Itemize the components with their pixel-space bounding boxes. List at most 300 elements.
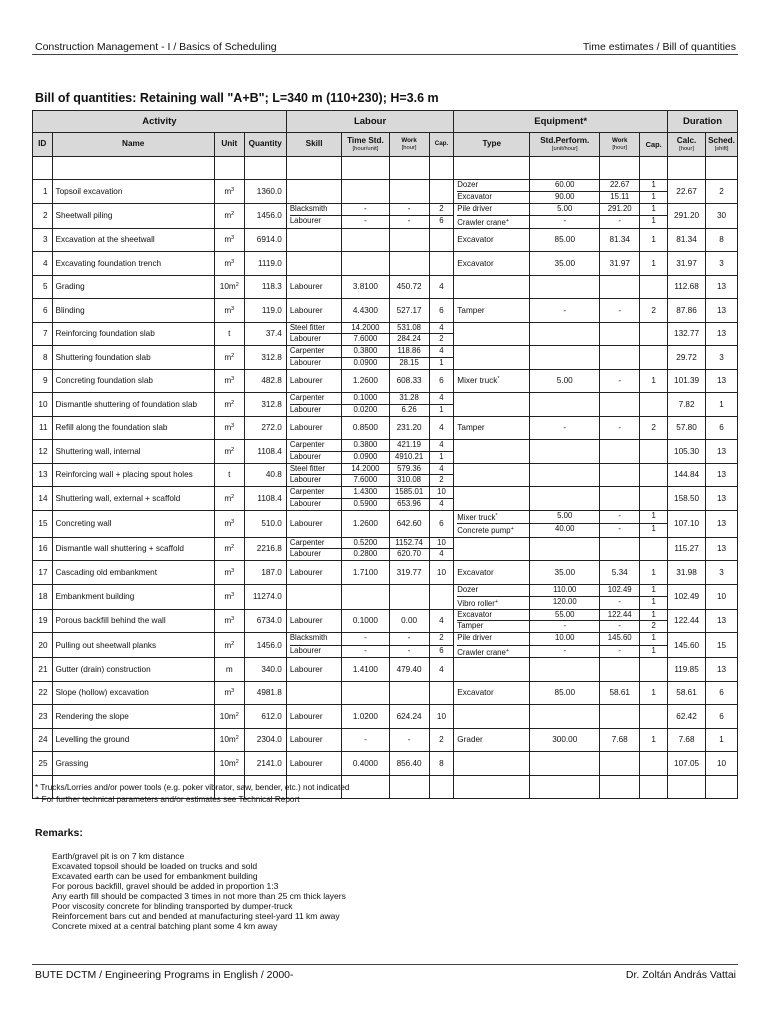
cap-value: 6 — [439, 519, 444, 528]
unit-exponent: 3 — [231, 186, 235, 193]
activity-unit — [214, 322, 244, 346]
cap-value-line — [430, 451, 454, 463]
labour-time-std — [342, 463, 389, 487]
time-std-value: 3.8100 — [352, 282, 378, 292]
duration-sched: 2 — [706, 180, 738, 204]
eq-cap-value: 1 — [651, 645, 656, 655]
empty-cell — [668, 157, 706, 180]
eq-work-value-line — [600, 191, 639, 203]
activity-quantity: 482.8 — [244, 369, 286, 393]
labour-work — [389, 681, 429, 705]
header-right: Time estimates / Bill of quantities — [582, 41, 736, 53]
eq-cap-value: 1 — [651, 191, 656, 201]
time-std-value: 0.0900 — [353, 357, 378, 367]
labour-cap — [429, 322, 454, 346]
labour-cap — [429, 463, 454, 487]
skill-value: Labourer — [289, 645, 322, 655]
col-calc-label: Calc. — [676, 136, 697, 146]
equipment-work — [600, 322, 640, 346]
duration-calc: 29.72 — [668, 346, 706, 370]
cap-value: 1 — [439, 451, 444, 461]
work-value: 653.96 — [397, 498, 422, 508]
activity-name: Blinding — [52, 299, 214, 323]
labour-work — [389, 252, 429, 276]
skill-value-line — [290, 464, 341, 475]
cap-value: 6 — [439, 216, 444, 225]
col-std-perform-unit: [unit/hour] — [551, 145, 578, 152]
labour-time-std — [342, 537, 389, 561]
skill-value: Labourer — [289, 216, 322, 225]
eq-work-value: - — [618, 524, 622, 533]
cap-value: 2 — [439, 334, 444, 344]
eq-work-value-line — [600, 215, 639, 228]
time-std-value-line — [342, 204, 388, 216]
activity-unit — [214, 561, 244, 585]
row-id: 25 — [33, 752, 53, 776]
duration-calc: 31.98 — [668, 561, 706, 585]
equipment-work — [600, 681, 640, 705]
unit-label: m — [224, 519, 232, 528]
activity-quantity: 2141.0 — [244, 752, 286, 776]
type-value: Crawler crane — [457, 647, 506, 657]
cap-value-line — [430, 464, 454, 475]
unit-label: m — [224, 544, 232, 554]
activity-unit — [214, 705, 244, 729]
equipment-std-perform — [530, 728, 600, 752]
labour-work — [389, 346, 429, 370]
equipment-cap — [640, 393, 668, 417]
type-value-line — [457, 645, 529, 658]
labour-time-std — [342, 369, 389, 393]
equipment-std-perform — [530, 487, 600, 511]
stacked-values — [290, 633, 341, 657]
table-row — [33, 658, 738, 682]
cap-value: 4 — [439, 498, 444, 508]
equipment-cap — [640, 440, 668, 464]
skill-value: Labourer — [289, 376, 323, 386]
time-std-value-line — [342, 538, 388, 549]
perf-value-line — [530, 620, 599, 632]
equipment-cap — [640, 561, 668, 585]
activity-unit — [214, 633, 244, 658]
eq-cap-value: 1 — [651, 524, 656, 533]
col-equip-work-unit: [hour] — [612, 144, 628, 151]
row-id: 17 — [33, 561, 53, 585]
activity-name: Refill along the foundation slab — [52, 416, 214, 440]
labour-cap — [429, 180, 454, 204]
labour-skill — [286, 584, 341, 609]
skill-value: Labourer — [289, 758, 323, 768]
col-equip-work — [600, 133, 640, 157]
eq-work-value: - — [618, 645, 622, 655]
eq-work-value-line — [600, 523, 639, 537]
equipment-cap — [640, 633, 668, 658]
table-row — [33, 487, 738, 511]
cap-value: 8 — [439, 758, 444, 768]
footer-rule — [32, 964, 738, 965]
eq-work-value-line — [600, 511, 639, 524]
cap-value: 4 — [439, 549, 444, 559]
eq-work-value: - — [618, 597, 622, 606]
stacked-values — [457, 511, 529, 537]
unit-label: m — [224, 186, 232, 196]
perf-value: 5.00 — [557, 510, 573, 520]
type-value: Excavator — [457, 688, 494, 698]
labour-skill — [286, 510, 341, 537]
time-std-value-line — [342, 633, 388, 645]
duration-calc: 112.68 — [668, 275, 706, 299]
type-value-line — [457, 523, 529, 537]
row-id: 1 — [33, 180, 53, 204]
eq-cap-value-line — [640, 204, 667, 216]
labour-cap — [429, 705, 454, 729]
unit-label: m — [224, 688, 232, 698]
row-id: 15 — [33, 510, 53, 537]
group-header-row — [33, 111, 738, 133]
eq-cap-value-line — [640, 511, 667, 524]
activity-unit — [214, 487, 244, 511]
activity-quantity: 40.8 — [244, 463, 286, 487]
unit-exponent: 2 — [235, 711, 239, 718]
empty-cell — [454, 775, 530, 798]
table-row — [33, 275, 738, 299]
labour-time-std — [342, 440, 389, 464]
row-id: 22 — [33, 681, 53, 705]
labour-skill — [286, 440, 341, 464]
duration-calc: 145.60 — [668, 633, 706, 658]
equipment-type — [454, 752, 530, 776]
unit-exponent: 3 — [231, 592, 235, 598]
cap-value: 1 — [439, 404, 444, 414]
time-std-value: 1.4100 — [352, 664, 378, 674]
stacked-values — [342, 440, 388, 463]
type-marker: + — [510, 526, 514, 532]
activity-quantity: 1456.0 — [244, 203, 286, 228]
eq-cap-value-line — [640, 596, 667, 609]
labour-work — [389, 561, 429, 585]
duration-sched: 13 — [706, 369, 738, 393]
perf-value: 120.00 — [552, 597, 577, 606]
activity-name: Reinforcing wall + placing spout holes — [52, 463, 214, 487]
equipment-type — [454, 609, 530, 633]
work-value: - — [407, 645, 411, 655]
cap-value: 6 — [439, 305, 444, 315]
equipment-std-perform — [530, 416, 600, 440]
equipment-cap — [640, 487, 668, 511]
equipment-std-perform — [530, 537, 600, 561]
type-marker: + — [505, 218, 510, 224]
activity-unit — [214, 609, 244, 633]
time-std-value: 7.6000 — [353, 475, 378, 485]
activity-unit — [214, 510, 244, 537]
unit-label: m — [224, 211, 232, 220]
time-std-value-line — [342, 487, 388, 498]
eq-cap-value: 2 — [651, 423, 656, 433]
stacked-values — [600, 511, 639, 537]
equipment-std-perform — [530, 463, 600, 487]
unit-label: m — [224, 258, 232, 268]
activity-quantity: 37.4 — [244, 322, 286, 346]
activity-quantity: 1456.0 — [244, 633, 286, 658]
empty-cell — [530, 775, 600, 798]
work-value: 310.08 — [397, 475, 422, 485]
unit-exponent: 2 — [235, 758, 239, 765]
work-value-line — [390, 323, 429, 334]
work-value: - — [407, 633, 411, 642]
eq-work-value: - — [618, 510, 622, 520]
empty-cell — [600, 157, 640, 180]
duration-sched: 13 — [706, 487, 738, 511]
activity-quantity: 6914.0 — [244, 228, 286, 252]
row-id: 7 — [33, 322, 53, 346]
labour-cap — [429, 633, 454, 658]
unit-label: m — [224, 640, 232, 650]
empty-cell — [214, 157, 244, 180]
equipment-type — [454, 416, 530, 440]
eq-cap-value: 1 — [651, 735, 656, 745]
time-std-value: 1.7100 — [352, 567, 378, 577]
unit-exponent: 2 — [235, 282, 239, 289]
perf-value: - — [563, 216, 567, 225]
equipment-type — [454, 510, 530, 537]
time-std-value: 1.4300 — [353, 487, 378, 496]
cap-value: 4 — [439, 440, 444, 449]
equipment-type — [454, 537, 530, 561]
eq-work-value-line — [600, 585, 639, 597]
cap-value: 2 — [439, 475, 444, 485]
equipment-work — [600, 609, 640, 633]
time-std-value: 1.2600 — [352, 376, 378, 386]
skill-value: Labourer — [289, 282, 323, 292]
row-id: 10 — [33, 393, 53, 417]
labour-cap — [429, 416, 454, 440]
stacked-values — [342, 464, 388, 487]
skill-value: Labourer — [289, 404, 322, 414]
col-calc-unit: [hour] — [679, 145, 694, 152]
time-std-value-line — [342, 357, 388, 369]
equipment-work — [600, 752, 640, 776]
stacked-values — [457, 585, 529, 609]
remark-item: Reinforcement bars cut and bended at manufacturing steel-yard 11 km away — [52, 911, 340, 921]
stacked-values — [530, 633, 599, 657]
stacked-values — [390, 323, 429, 346]
work-value: - — [407, 203, 411, 213]
col-skill: Skill — [286, 133, 341, 157]
activity-name: Dismantle wall shuttering + scaffold — [52, 537, 214, 561]
table-row — [33, 346, 738, 370]
skill-value: Labourer — [289, 357, 322, 367]
cap-value-line — [430, 404, 454, 416]
duration-sched: 6 — [706, 681, 738, 705]
duration-sched: 13 — [706, 440, 738, 464]
unit-exponent: 2 — [231, 493, 235, 500]
empty-cell — [389, 157, 429, 180]
unit-label: m — [224, 616, 232, 626]
duration-sched: 6 — [706, 705, 738, 729]
equipment-cap — [640, 510, 668, 537]
stacked-values — [390, 538, 429, 561]
col-sched-label: Sched. — [708, 136, 735, 146]
activity-name: Rendering the slope — [52, 705, 214, 729]
skill-value: Carpenter — [289, 393, 325, 402]
time-std-value-line — [342, 346, 388, 357]
labour-work — [389, 705, 429, 729]
eq-cap-value: 1 — [651, 510, 656, 520]
labour-time-std — [342, 203, 389, 228]
skill-value: Labourer — [289, 549, 322, 559]
stacked-values — [342, 393, 388, 416]
time-std-value: 0.5900 — [353, 498, 378, 508]
remark-item: Any earth fill should be compacted 3 times in not more than 25 cm thick layers — [52, 891, 346, 901]
equipment-cap — [640, 728, 668, 752]
activity-unit — [214, 752, 244, 776]
row-id: 4 — [33, 252, 53, 276]
equipment-work — [600, 346, 640, 370]
activity-name: Embankment building — [52, 584, 214, 609]
work-value-line — [390, 215, 429, 228]
activity-unit — [214, 203, 244, 228]
activity-quantity: 6734.0 — [244, 609, 286, 633]
labour-skill — [286, 416, 341, 440]
equipment-cap — [640, 609, 668, 633]
stacked-values — [390, 204, 429, 228]
labour-cap — [429, 537, 454, 561]
remark-item: Poor viscosity concrete for blinding transported by dumper-truck — [52, 901, 293, 911]
eq-cap-value: 1 — [651, 376, 656, 386]
work-value-line — [390, 440, 429, 451]
cap-value-line — [430, 215, 454, 228]
eq-work-value: 15.11 — [610, 191, 630, 201]
eq-cap-value: 1 — [651, 203, 656, 213]
unit-exponent: 2 — [231, 211, 235, 217]
work-value-line — [390, 645, 429, 658]
unit-exponent: 3 — [231, 258, 235, 265]
unit-exponent: 3 — [231, 305, 235, 312]
stacked-values — [342, 323, 388, 346]
stacked-values — [530, 610, 599, 633]
labour-cap — [429, 584, 454, 609]
time-std-value: 0.2800 — [353, 549, 378, 559]
labour-work — [389, 487, 429, 511]
labour-time-std — [342, 393, 389, 417]
eq-cap-value: 2 — [651, 621, 656, 631]
equipment-cap — [640, 369, 668, 393]
table-row — [33, 180, 738, 204]
eq-cap-value: 2 — [651, 305, 656, 315]
stacked-values — [390, 633, 429, 657]
type-value: Grader — [457, 735, 483, 745]
unit-label: 10m — [219, 282, 236, 292]
labour-time-std — [342, 299, 389, 323]
eq-cap-value: 1 — [651, 633, 656, 642]
labour-skill — [286, 658, 341, 682]
labour-skill — [286, 393, 341, 417]
equipment-work — [600, 658, 640, 682]
row-id: 21 — [33, 658, 53, 682]
work-value-line — [390, 357, 429, 369]
duration-sched: 3 — [706, 346, 738, 370]
stacked-values — [290, 440, 341, 463]
footer-left: BUTE DCTM / Engineering Programs in English / 2000- — [35, 969, 294, 981]
skill-value-line — [290, 498, 341, 510]
labour-time-std — [342, 228, 389, 252]
work-value-line — [390, 393, 429, 404]
cap-value: 4 — [439, 322, 444, 332]
table-row — [33, 463, 738, 487]
equipment-cap — [640, 416, 668, 440]
type-value-line — [457, 511, 529, 524]
eq-cap-value-line — [640, 610, 667, 621]
labour-cap — [429, 658, 454, 682]
unit-label: m — [224, 376, 232, 386]
col-time-std-unit: [hour/unit] — [352, 145, 379, 152]
equipment-type — [454, 180, 530, 204]
labour-time-std — [342, 584, 389, 609]
labour-cap — [429, 487, 454, 511]
work-value: 31.28 — [399, 393, 419, 402]
labour-skill — [286, 609, 341, 633]
col-unit: Unit — [214, 133, 244, 157]
eq-work-value-line — [600, 204, 639, 216]
type-value: Excavator — [457, 258, 494, 268]
labour-work — [389, 752, 429, 776]
labour-time-std — [342, 658, 389, 682]
activity-name: Grassing — [52, 752, 214, 776]
activity-name: Excavation at the sheetwall — [52, 228, 214, 252]
duration-calc: 87.86 — [668, 299, 706, 323]
activity-name: Porous backfill behind the wall — [52, 609, 214, 633]
stacked-values — [430, 633, 454, 657]
equipment-std-perform — [530, 752, 600, 776]
equipment-work — [600, 487, 640, 511]
equipment-work — [600, 440, 640, 464]
labour-skill — [286, 752, 341, 776]
table-row-blank — [33, 157, 738, 180]
skill-value-line — [290, 548, 341, 560]
labour-cap — [429, 203, 454, 228]
labour-cap — [429, 728, 454, 752]
perf-value-line — [530, 180, 599, 191]
type-value: Dozer — [457, 180, 479, 189]
eq-cap-value-line — [640, 633, 667, 645]
duration-calc: 31.97 — [668, 252, 706, 276]
equipment-type — [454, 487, 530, 511]
time-std-value-line — [342, 548, 388, 560]
skill-value-line — [290, 404, 341, 416]
row-id: 14 — [33, 487, 53, 511]
equipment-std-perform — [530, 180, 600, 204]
stacked-values — [390, 487, 429, 510]
stacked-values — [290, 204, 341, 228]
unit-exponent: 2 — [235, 735, 239, 742]
work-value: 856.40 — [396, 758, 422, 768]
time-std-value: 7.6000 — [353, 334, 378, 344]
time-std-value-line — [342, 215, 388, 228]
activity-unit — [214, 346, 244, 370]
activity-unit — [214, 275, 244, 299]
equipment-work — [600, 537, 640, 561]
equipment-std-perform — [530, 633, 600, 658]
row-id: 9 — [33, 369, 53, 393]
work-value: 4910.21 — [395, 451, 424, 461]
activity-name: Cascading old embankment — [52, 561, 214, 585]
type-value: Dozer — [457, 584, 479, 594]
activity-unit — [214, 463, 244, 487]
labour-skill — [286, 252, 341, 276]
perf-value: - — [563, 423, 567, 433]
work-value-line — [390, 548, 429, 560]
duration-calc: 105.30 — [668, 440, 706, 464]
